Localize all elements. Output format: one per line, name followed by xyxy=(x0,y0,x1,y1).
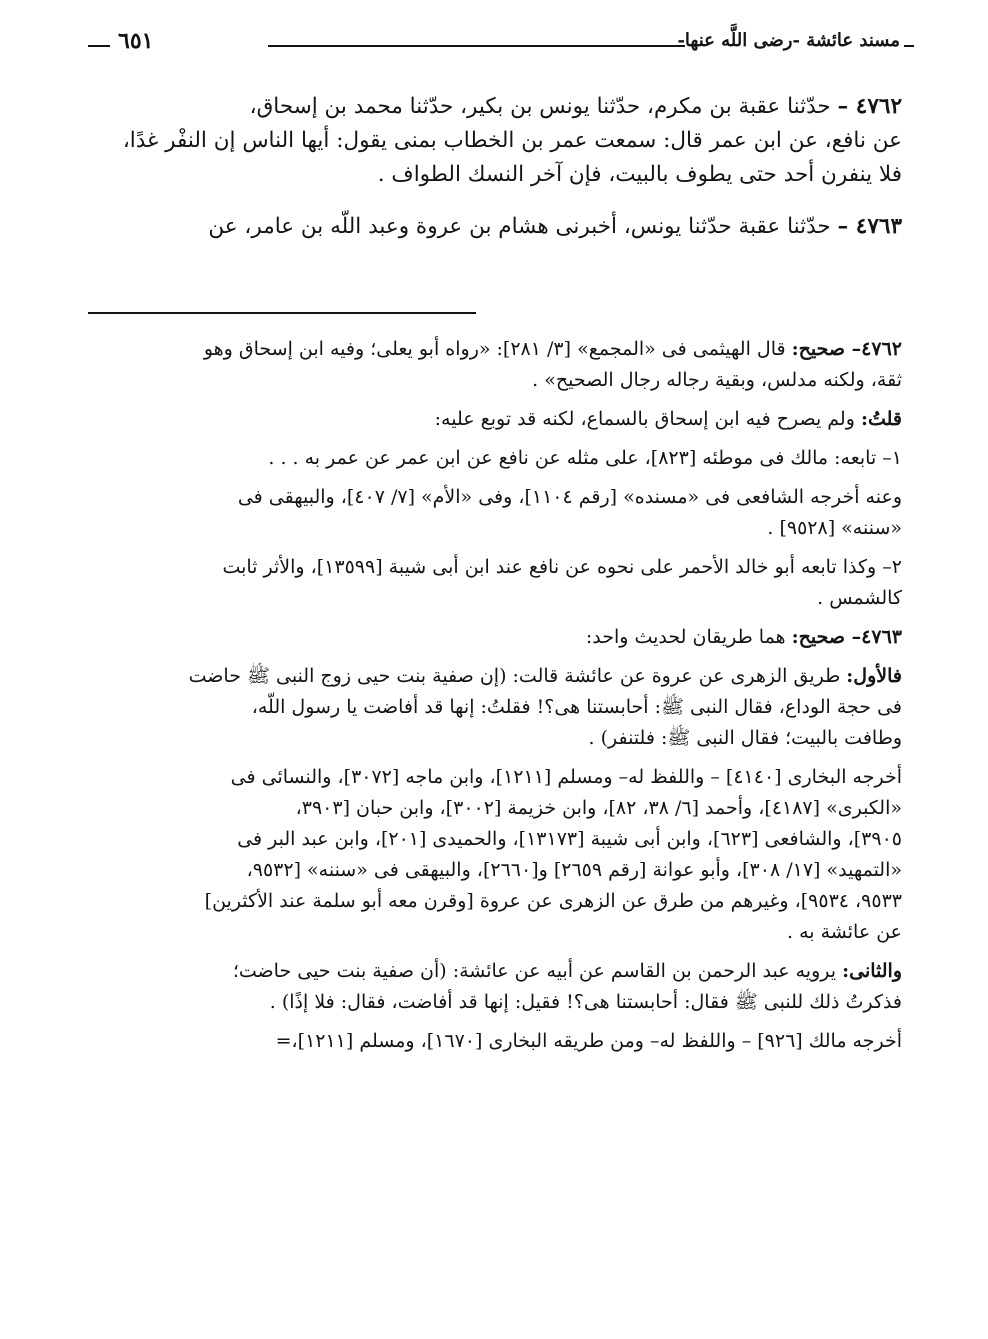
header-rule xyxy=(268,45,685,47)
footnote-separator xyxy=(88,312,476,314)
note-line: ٢– وكذا تابعه أبو خالد الأحمر على نحوه عن نافع عند ابن أبى شيبة [١٣٥٩٩]، والأثر ثابت xyxy=(222,556,902,578)
note-line xyxy=(88,334,902,365)
note-line xyxy=(88,404,902,435)
note-line: «التمهيد» [١٧/ ٣٠٨]، وأبو عوانة [رقم ٢٦٥٩] و[٢٦٦٠]، والبيهقى فى «سننه» [٩٥٣٢، xyxy=(246,859,902,881)
note-takhrij-1 xyxy=(88,762,902,948)
note-qultu xyxy=(88,404,902,435)
note-text: طريق الزهرى عن عروة عن عائشة قالت: (إن صفية بنت حيى زوج النبى ﷺ حاضت xyxy=(188,665,841,687)
note-line: «سننه» [٩٥٢٨] . xyxy=(767,517,902,539)
hadith-line: فلا ينفرن أحد حتى يطوف بالبيت، فإن آخر النسك الطواف . xyxy=(377,162,902,187)
note-label: والثانى: xyxy=(842,960,902,982)
hadith-text-run: حدّثنا عقبة بن مكرم، حدّثنا يونس بن بكير، حدّثنا محمد بن إسحاق، xyxy=(249,94,831,119)
note-line: فى حجة الوداع، فقال النبى ﷺ: أحابستنا هى؟! فقلتُ: إنها قد أفاضت يا رسول اللَّه، xyxy=(251,696,902,718)
hadith-number: ٤٧٦٢ – xyxy=(837,94,902,119)
header-dash-right xyxy=(904,45,914,47)
note-line: وعنه أخرجه الشافعى فى «مسنده» [رقم ١١٠٤]، وفى «الأم» [٧/ ٤٠٧]، والبيهقى فى xyxy=(237,486,902,508)
note-line: عن عائشة به . xyxy=(787,921,902,943)
hadith-text-run: حدّثنا عقبة حدّثنا يونس، أخبرنى هشام بن عروة وعبد اللَّه بن عامر، عن xyxy=(208,214,831,239)
page-number: ٦٥١ xyxy=(118,28,154,54)
hadith-4763 xyxy=(90,210,902,244)
hadith-line xyxy=(90,90,902,124)
note-4762 xyxy=(88,334,902,396)
note-text: يرويه عبد الرحمن بن القاسم عن أبيه عن عائشة: (أن صفية بنت حيى حاضت؛ xyxy=(232,960,837,982)
note-item-1 xyxy=(88,443,902,474)
note-line: «الكبرى» [٤١٨٧]، وأحمد [٦/ ٣٨، ٨٢]، وابن خزيمة [٣٠٠٢]، وابن حبان [٣٩٠٣، xyxy=(295,797,902,819)
note-takhrij-2 xyxy=(88,1026,902,1057)
note-label: ٤٧٦٣– صحيح: xyxy=(791,626,902,648)
note-line: ١– تابعه: مالك فى موطئه [٨٢٣]، على مثله عن نافع عن ابن عمر عن عمر به . . . xyxy=(268,447,902,469)
note-4763 xyxy=(88,622,902,653)
header-dash-left xyxy=(88,45,110,47)
note-label: ٤٧٦٢– صحيح: xyxy=(791,338,902,360)
note-awwal xyxy=(88,661,902,754)
hadith-number: ٤٧٦٣ – xyxy=(837,214,902,239)
hadith-line xyxy=(90,210,902,244)
note-line: فذكرتُ ذلك للنبى ﷺ فقال: أحابستنا هى؟! فقيل: إنها قد أفاضت، فقال: فلا إذًا) . xyxy=(269,991,902,1013)
running-title: مسند عائشة -رضى اللَّه عنها- xyxy=(677,30,900,51)
footnotes xyxy=(88,334,902,1065)
note-item-2 xyxy=(88,552,902,614)
note-item-1-cont xyxy=(88,482,902,544)
note-text: قال الهيثمى فى «المجمع» [٣/ ٢٨١]: «رواه أبو يعلى؛ وفيه ابن إسحاق وهو xyxy=(203,338,786,360)
note-line: ٩٥٣٣، ٩٥٣٤]، وغيرهم من طرق عن الزهرى عن عروة [وقرن معه أبو سلمة عند الأكثرين] xyxy=(204,890,902,912)
hadith-text xyxy=(90,90,902,262)
hadith-4762 xyxy=(90,90,902,192)
note-thani xyxy=(88,956,902,1018)
note-text: ولم يصرح فيه ابن إسحاق بالسماع، لكنه قد توبع عليه: xyxy=(434,408,855,430)
note-text: هما طريقان لحديث واحد: xyxy=(585,626,786,648)
note-line xyxy=(88,661,902,692)
note-line: كالشمس . xyxy=(817,587,902,609)
note-line: أخرجه البخارى [٤١٤٠] – واللفظ له– ومسلم [١٢١١]، وابن ماجه [٣٠٧٢]، والنسائى فى xyxy=(230,766,902,788)
note-line: وطافت بالبيت؛ فقال النبى ﷺ: فلتنفر) . xyxy=(588,727,902,749)
note-line xyxy=(88,622,902,653)
note-label: فالأول: xyxy=(846,665,902,687)
note-line xyxy=(88,956,902,987)
note-line: ٣٩٠٥]، والشافعى [٦٢٣]، وابن أبى شيبة [١٣١٧٣]، والحميدى [٢٠١]، وابن عبد البر فى xyxy=(237,828,902,850)
page-header xyxy=(88,30,900,64)
note-label: قلتُ: xyxy=(860,408,902,430)
note-line: ثقة، ولكنه مدلس، وبقية رجاله رجال الصحيح» . xyxy=(532,369,902,391)
note-line: أخرجه مالك [٩٢٦] – واللفظ له– ومن طريقه البخارى [١٦٧٠]، ومسلم [١٢١١]،= xyxy=(275,1030,902,1052)
hadith-line: عن نافع، عن ابن عمر قال: سمعت عمر بن الخطاب بمنى يقول: أيها الناس إن النفْر غدًا، xyxy=(122,128,902,153)
